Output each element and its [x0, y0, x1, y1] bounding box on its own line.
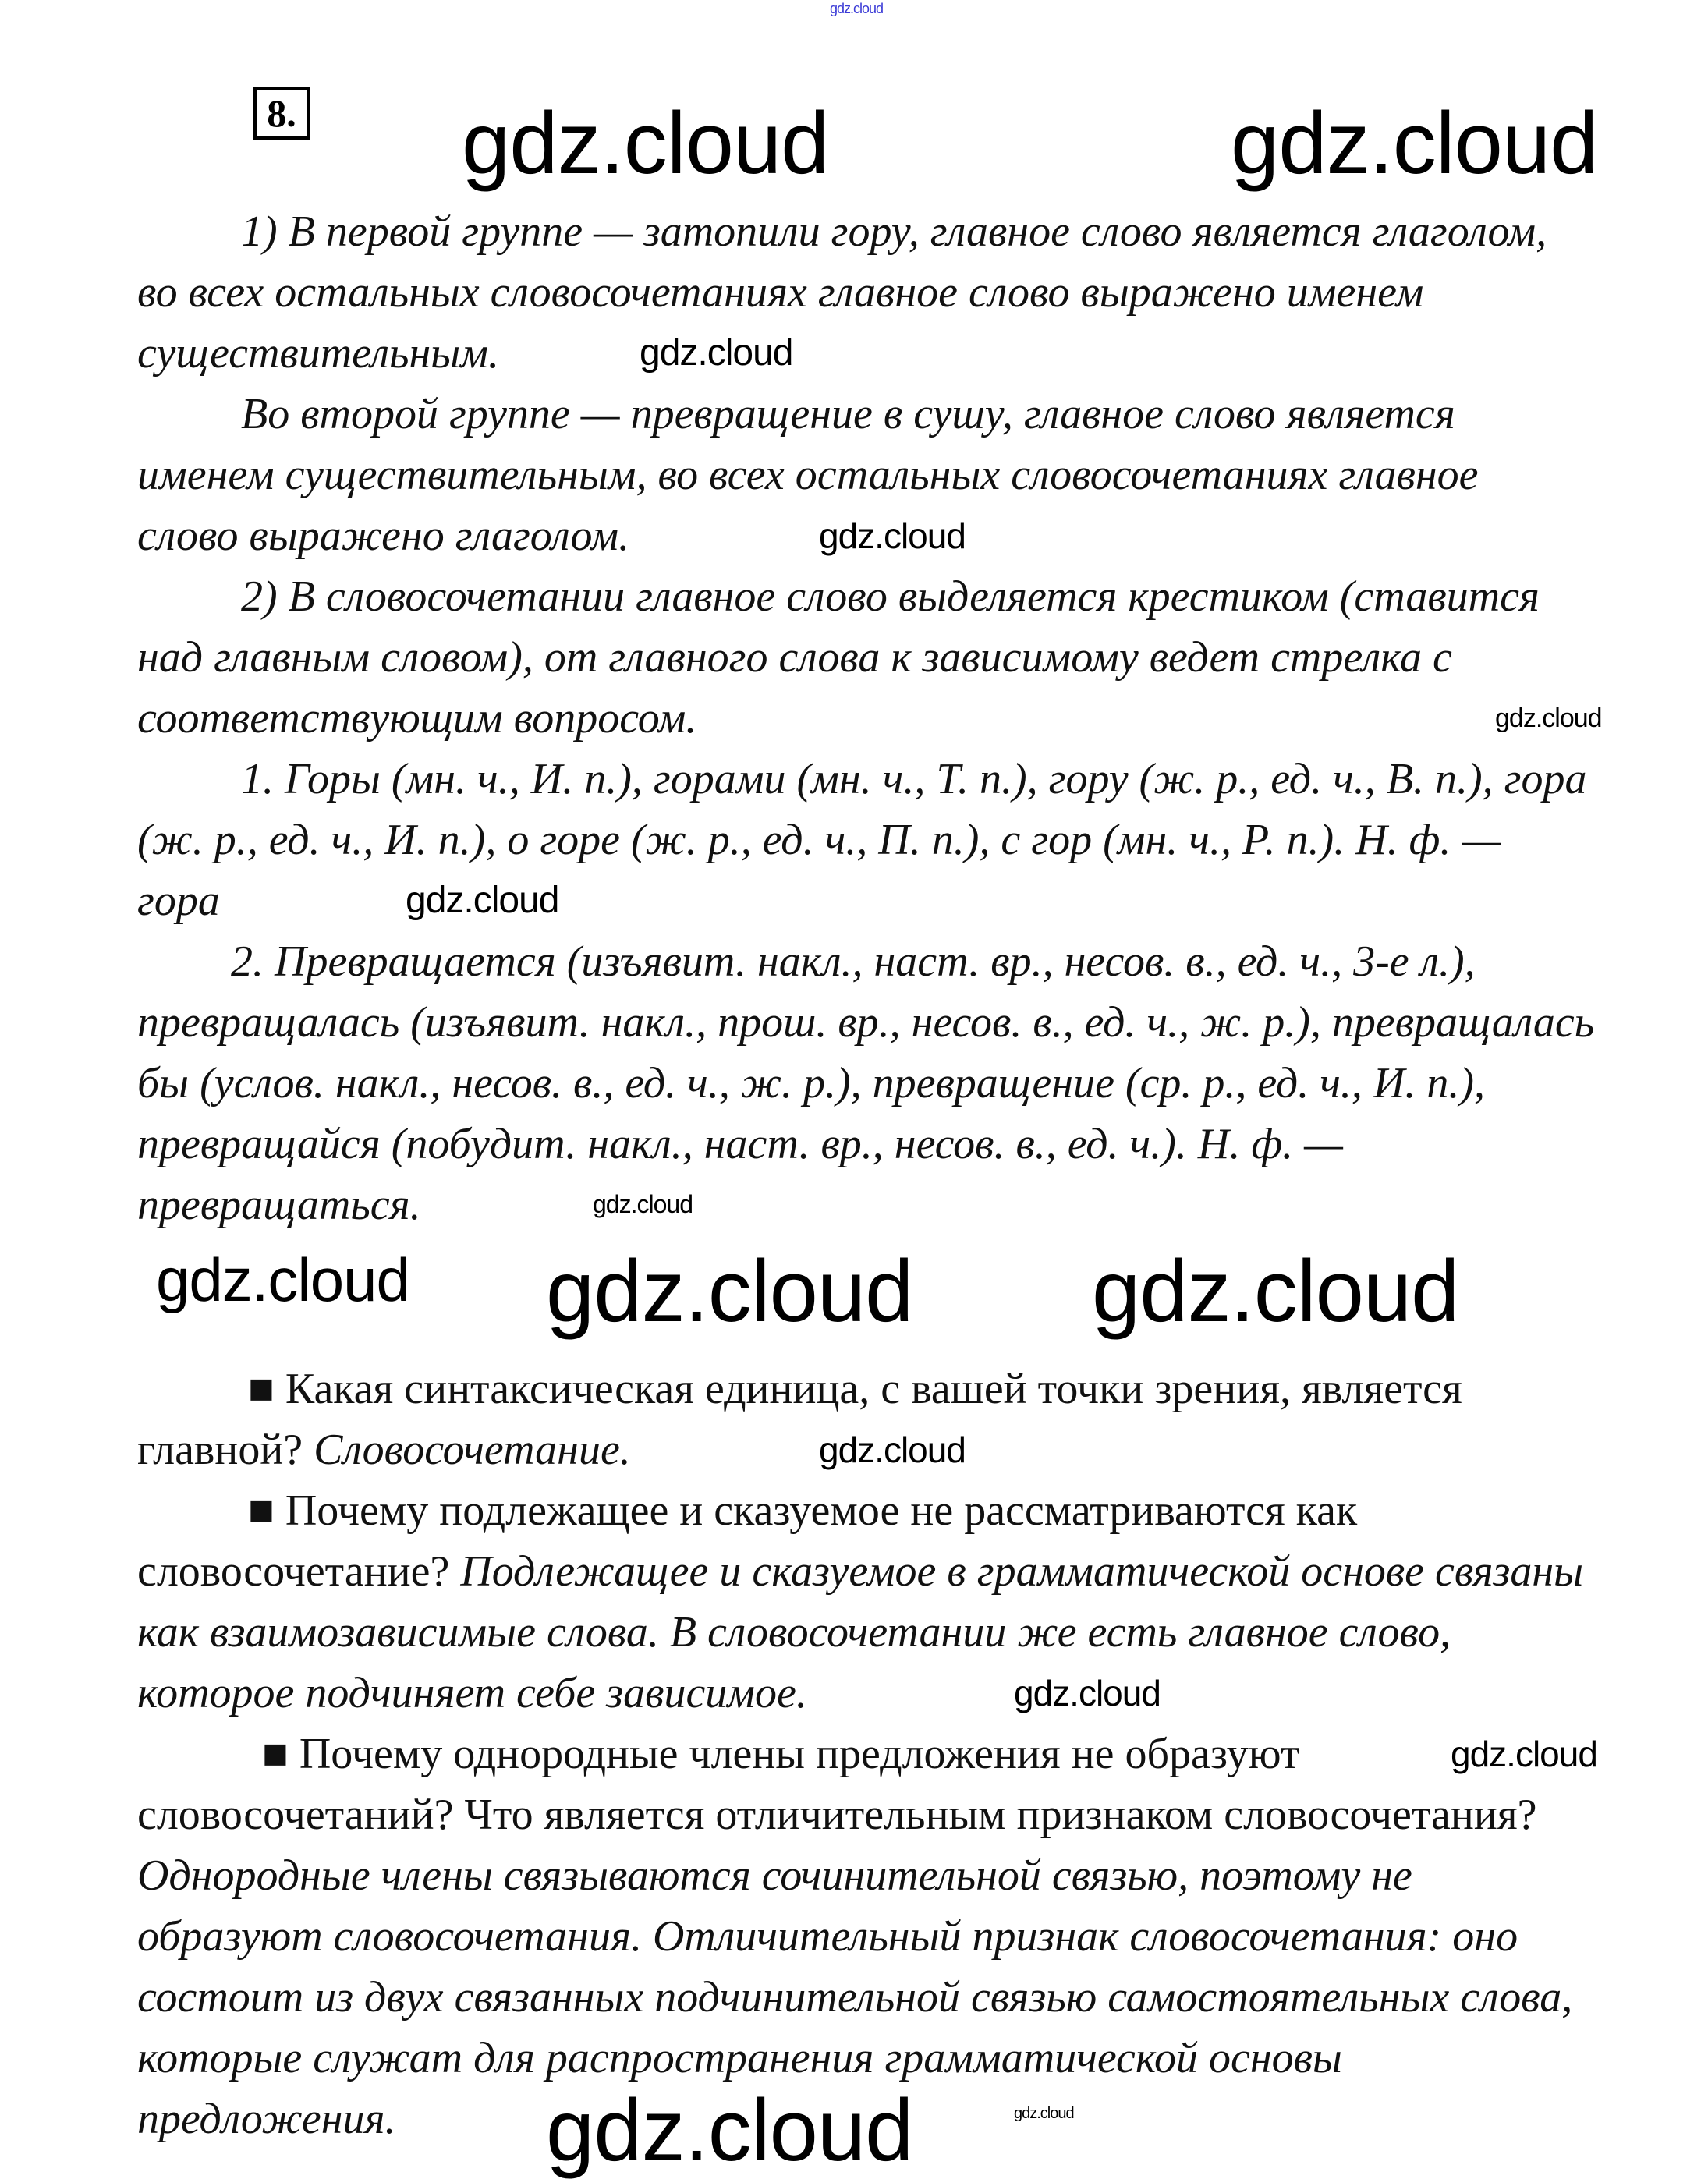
- text-line: [137, 1602, 1451, 1663]
- watermark: gdz.cloud: [406, 880, 559, 921]
- text-line: [137, 445, 1479, 505]
- answer-text-segment: которые служат для распространения грамматической основы: [137, 2034, 1342, 2082]
- question-text-segment: главной?: [137, 1426, 314, 1474]
- answer-text-segment: во всех остальных словосочетаниях главное слово выражено именем: [137, 268, 1424, 317]
- text-line: [137, 1419, 631, 1480]
- answer-text-segment: которое подчиняет себе зависимое.: [137, 1669, 807, 1717]
- answer-text-segment: гора: [137, 877, 220, 925]
- answer-text-segment: Подлежащее и сказуемое в грамматической основе связаны: [460, 1547, 1584, 1596]
- watermark: gdz.cloud: [1495, 703, 1602, 733]
- text-line: [241, 384, 1455, 445]
- watermark: gdz.cloud: [1014, 2105, 1074, 2122]
- answer-text-segment: Словосочетание.: [314, 1426, 631, 1474]
- text-line: [137, 1663, 807, 1724]
- answer-text-segment: превращалась (изъявит. накл., прош. вр., несов. в., ед. ч., ж. р.), превращалась: [137, 998, 1595, 1047]
- exercise-number: 8.: [253, 87, 310, 140]
- answer-text-segment: соответствующим вопросом.: [137, 694, 697, 742]
- watermark: gdz.cloud: [819, 516, 966, 556]
- watermark: gdz.cloud: [640, 332, 793, 374]
- watermark: gdz.cloud: [1451, 1734, 1597, 1774]
- text-line: [137, 1784, 1536, 1845]
- answer-text-segment: бы (услов. накл., несов. в., ед. ч., ж. р.), превращение (ср. р., ед. ч., И. п.),: [137, 1059, 1486, 1107]
- question-text-segment: словосочетаний? Что является отличительным признаком словосочетания?: [137, 1791, 1537, 1839]
- answer-text-segment: именем существительным, во всех остальных словосочетаниях главное: [137, 451, 1479, 499]
- watermark: gdz.cloud: [593, 1190, 693, 1218]
- text-line: [137, 992, 1594, 1053]
- answer-text-segment: (ж. р., ед. ч., И. п.), о горе (ж. р., ед. ч., П. п.), с гор (мн. ч., Р. п.). Н. ф. —: [137, 816, 1501, 864]
- question-text-segment: ■ Почему однородные члены предложения не образуют: [262, 1730, 1300, 1778]
- question-text-segment: словосочетание?: [137, 1547, 461, 1596]
- answer-text-segment: над главным словом), от главного слова к зависимому ведет стрелка с: [137, 633, 1452, 682]
- text-line: [137, 810, 1501, 870]
- watermark: gdz.cloud: [156, 1245, 409, 1314]
- text-line: [137, 1175, 421, 1235]
- watermark: gdz.cloud: [1231, 94, 1598, 192]
- watermark: gdz.cloud: [1014, 1673, 1161, 1713]
- text-line: [137, 627, 1452, 688]
- text-line: [137, 2028, 1342, 2089]
- answer-text-segment: 1) В первой группе — затопили гору, главное слово является глаголом,: [241, 207, 1547, 256]
- text-line: [137, 262, 1423, 323]
- question-text-segment: ■ Какая синтаксическая единица, с вашей точки зрения, является: [248, 1365, 1462, 1413]
- text-line: [137, 323, 499, 384]
- text-line: [231, 931, 1476, 992]
- text-line: [241, 749, 1587, 810]
- text-line: [137, 870, 220, 931]
- text-line: [137, 505, 629, 566]
- watermark: gdz.cloud: [819, 1430, 966, 1470]
- answer-text-segment: Однородные члены связываются сочинительной связью, поэтому не: [137, 1851, 1412, 1900]
- watermark: gdz.cloud: [1092, 1242, 1459, 1340]
- text-line: [262, 1724, 1299, 1784]
- answer-text-segment: как взаимозависимые слова. В словосочетании же есть главное слово,: [137, 1608, 1451, 1656]
- watermark: gdz.cloud: [546, 1242, 913, 1340]
- text-line: [248, 1359, 1462, 1419]
- text-line: [137, 1053, 1485, 1114]
- text-line: [248, 1480, 1357, 1541]
- answer-text-segment: превращаться.: [137, 1181, 421, 1229]
- text-line: [137, 1967, 1572, 2028]
- answer-text-segment: 1. Горы (мн. ч., И. п.), горами (мн. ч., Т. п.), гору (ж. р., ед. ч., В. п.), гора: [241, 755, 1587, 803]
- answer-text-segment: образуют словосочетания. Отличительный признак словосочетания: оно: [137, 1912, 1518, 1961]
- answer-text-segment: превращайся (побудит. накл., наст. вр., несов. в., ед. ч.). Н. ф. —: [137, 1120, 1343, 1168]
- answer-text-segment: существительным.: [137, 329, 499, 377]
- text-line: [137, 2089, 396, 2149]
- answer-text-segment: предложения.: [137, 2095, 396, 2143]
- text-line: [137, 1845, 1412, 1906]
- watermark-top: gdz.cloud: [830, 1, 884, 16]
- answer-text-segment: слово выражено глаголом.: [137, 512, 630, 560]
- text-line: [137, 1541, 1583, 1602]
- answer-text-segment: Во второй группе — превращение в сушу, главное слово является: [241, 390, 1455, 438]
- question-text-segment: ■ Почему подлежащее и сказуемое не рассматриваются как: [248, 1486, 1358, 1535]
- watermark: gdz.cloud: [462, 94, 829, 192]
- answer-text-segment: состоит из двух связанных подчинительной связью самостоятельных слова,: [137, 1973, 1573, 2021]
- answer-text-segment: 2. Превращается (изъявит. накл., наст. вр., несов. в., ед. ч., 3-е л.),: [231, 937, 1476, 986]
- text-line: [241, 566, 1540, 627]
- answer-text-segment: 2) В словосочетании главное слово выделяется крестиком (ставится: [241, 572, 1540, 621]
- text-line: [241, 201, 1547, 262]
- watermark: gdz.cloud: [546, 2082, 913, 2179]
- text-line: [137, 688, 696, 749]
- text-line: [137, 1114, 1343, 1175]
- text-line: [137, 1906, 1518, 1967]
